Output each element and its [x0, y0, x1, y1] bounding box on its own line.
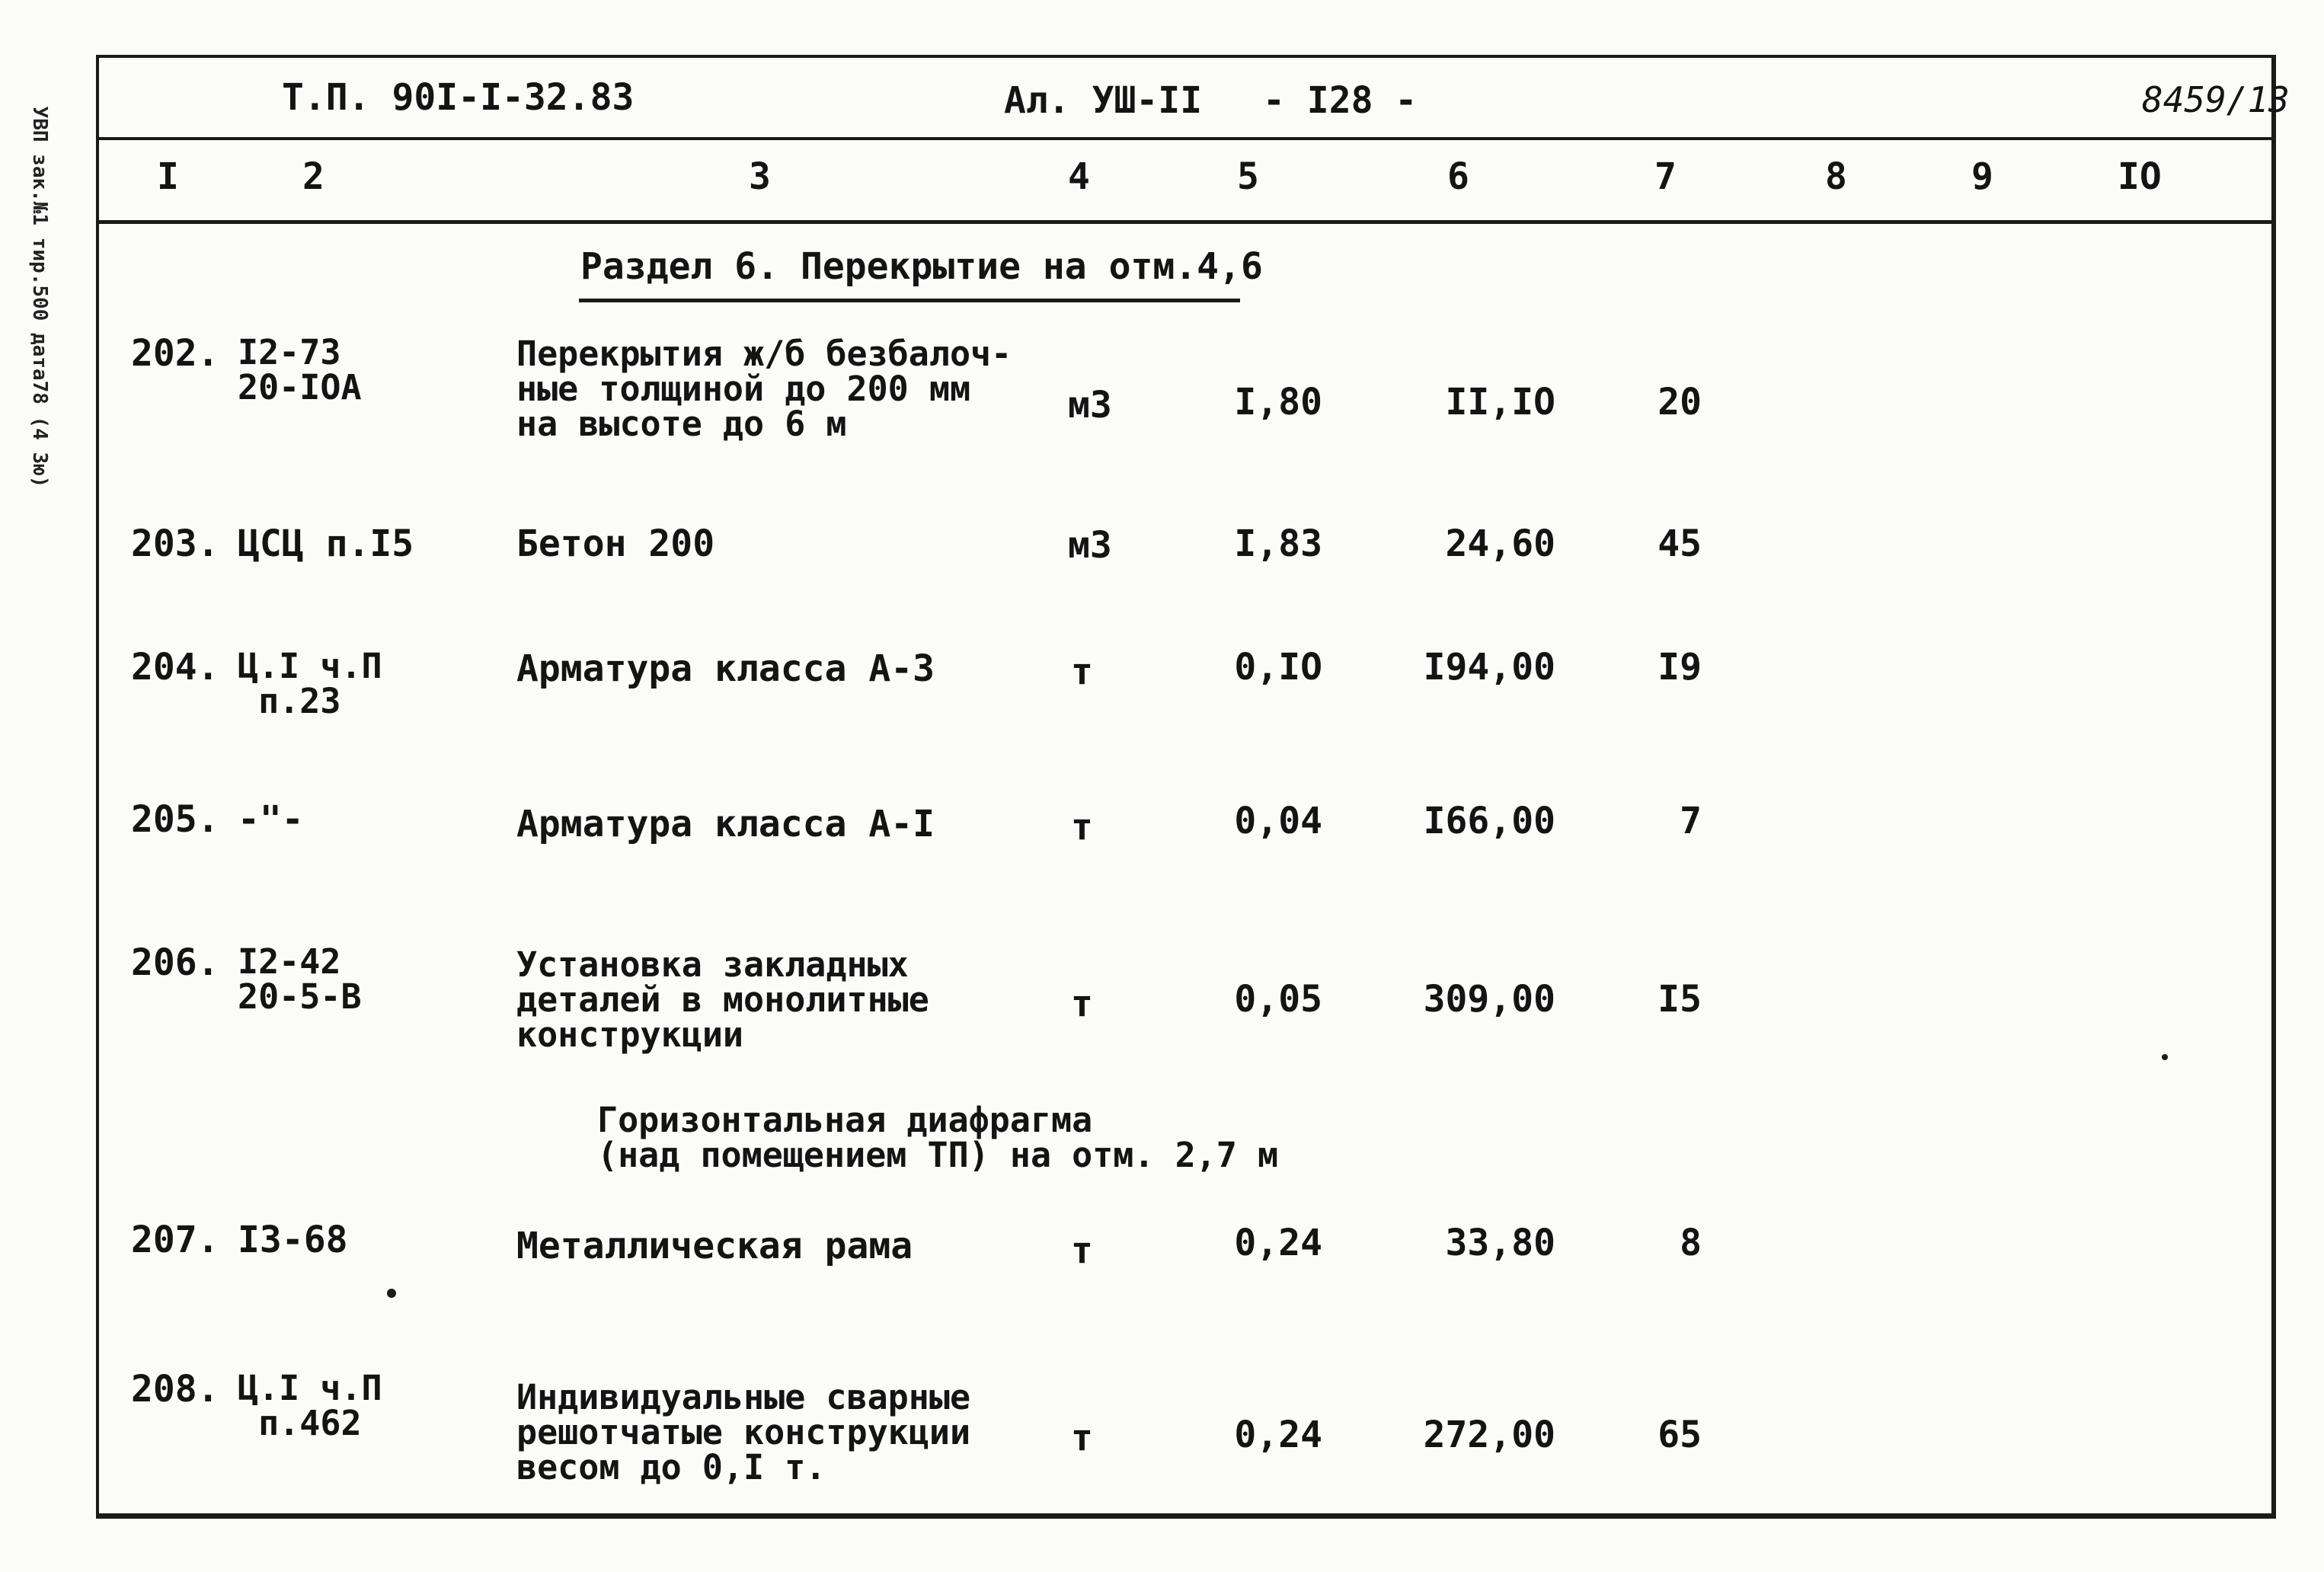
row-204-unit: т: [1071, 650, 1093, 693]
page-number: - I28 -: [1263, 79, 1418, 122]
column-number-5: 5: [1237, 155, 1259, 198]
row-208-unit: т: [1071, 1417, 1093, 1459]
subsection-title: Горизонтальная диафрагма (над помещением ТП) на отм. 2,7 м: [597, 1100, 1279, 1175]
column-number-2: 2: [302, 155, 324, 198]
row-204-code: Ц.I ч.П п.23: [238, 646, 382, 721]
row-206-code: I2-42 20-5-В: [238, 941, 362, 1017]
row-203-total: 45: [1657, 522, 1702, 565]
column-number-3: 3: [749, 155, 771, 198]
row-202-code: I2-73 20-IOA: [238, 332, 362, 407]
row-206-price: 309,00: [1423, 978, 1555, 1021]
row-208-no: 208.: [131, 1368, 219, 1411]
row-208-price: 272,00: [1423, 1414, 1555, 1456]
column-number-10: IO: [2118, 155, 2162, 198]
row-203-unit: м3: [1068, 524, 1112, 567]
header-divider: [96, 137, 2276, 140]
row-203-price: 24,60: [1445, 522, 1555, 565]
scan-speck: [387, 1289, 396, 1298]
row-202-unit: м3: [1068, 384, 1112, 427]
row-206-qty: 0,05: [1234, 978, 1322, 1021]
row-206-no: 206.: [131, 941, 219, 984]
row-208-qty: 0,24: [1234, 1414, 1322, 1456]
row-204-total: I9: [1657, 646, 1702, 689]
row-204-name: Арматура класса А-3: [516, 647, 935, 690]
row-202-no: 202.: [131, 332, 219, 375]
row-206-unit: т: [1071, 982, 1093, 1025]
row-205-no: 205.: [131, 798, 219, 841]
section-title: Раздел 6. Перекрытие на отм.4,6: [580, 245, 1263, 288]
row-203-code: ЦСЦ п.I5: [238, 522, 414, 565]
row-205-total: 7: [1680, 800, 1702, 842]
row-208-code: Ц.I ч.П п.462: [238, 1368, 382, 1443]
row-206-name: Установка закладных деталей в монолитные конструкции: [516, 944, 929, 1055]
column-number-9: 9: [1971, 155, 1993, 198]
section-title-underline: [579, 299, 1240, 302]
row-207-total: 8: [1680, 1222, 1702, 1264]
row-204-price: I94,00: [1423, 646, 1555, 689]
row-206-total: I5: [1657, 978, 1702, 1021]
row-208-total: 65: [1657, 1414, 1702, 1456]
scan-speck: [2162, 1054, 2168, 1060]
row-202-total: 20: [1657, 381, 1702, 423]
row-205-name: Арматура класса А-I: [516, 803, 935, 845]
doc-code: Т.П. 90I-I-32.83: [282, 76, 635, 119]
column-number-1: I: [157, 155, 179, 198]
row-207-code: I3-68: [238, 1219, 348, 1261]
sheet-ref: Ал. УШ-II: [1004, 79, 1203, 122]
column-number-7: 7: [1654, 155, 1677, 198]
row-202-qty: I,80: [1234, 381, 1322, 423]
row-204-no: 204.: [131, 646, 219, 689]
row-202-price: II,IO: [1445, 381, 1555, 423]
column-numbers-divider: [96, 220, 2276, 224]
column-number-4: 4: [1068, 155, 1090, 198]
row-203-qty: I,83: [1234, 522, 1322, 565]
side-stamp: УВП зак.№1 тир.500 дата78 (4 3ю): [28, 106, 51, 488]
column-number-6: 6: [1447, 155, 1469, 198]
row-203-no: 203.: [131, 522, 219, 565]
row-207-name: Металлическая рама: [516, 1225, 913, 1267]
row-205-price: I66,00: [1423, 800, 1555, 842]
row-207-price: 33,80: [1445, 1222, 1555, 1264]
column-number-8: 8: [1825, 155, 1847, 198]
row-205-unit: т: [1071, 806, 1093, 848]
row-207-qty: 0,24: [1234, 1222, 1322, 1264]
row-205-qty: 0,04: [1234, 800, 1322, 842]
row-207-unit: т: [1071, 1229, 1093, 1272]
row-207-no: 207.: [131, 1219, 219, 1261]
archive-number: 8459/13: [2142, 79, 2290, 120]
row-204-qty: 0,IO: [1234, 646, 1322, 689]
row-202-name: Перекрытия ж/б безбалоч- ные толщиной до 200 мм на высоте до 6 м: [516, 334, 1012, 444]
row-205-code: -"-: [238, 798, 304, 841]
row-203-name: Бетон 200: [516, 522, 715, 565]
row-208-name: Индивидуальные сварные решотчатые конструкции весом до 0,I т.: [516, 1377, 971, 1487]
